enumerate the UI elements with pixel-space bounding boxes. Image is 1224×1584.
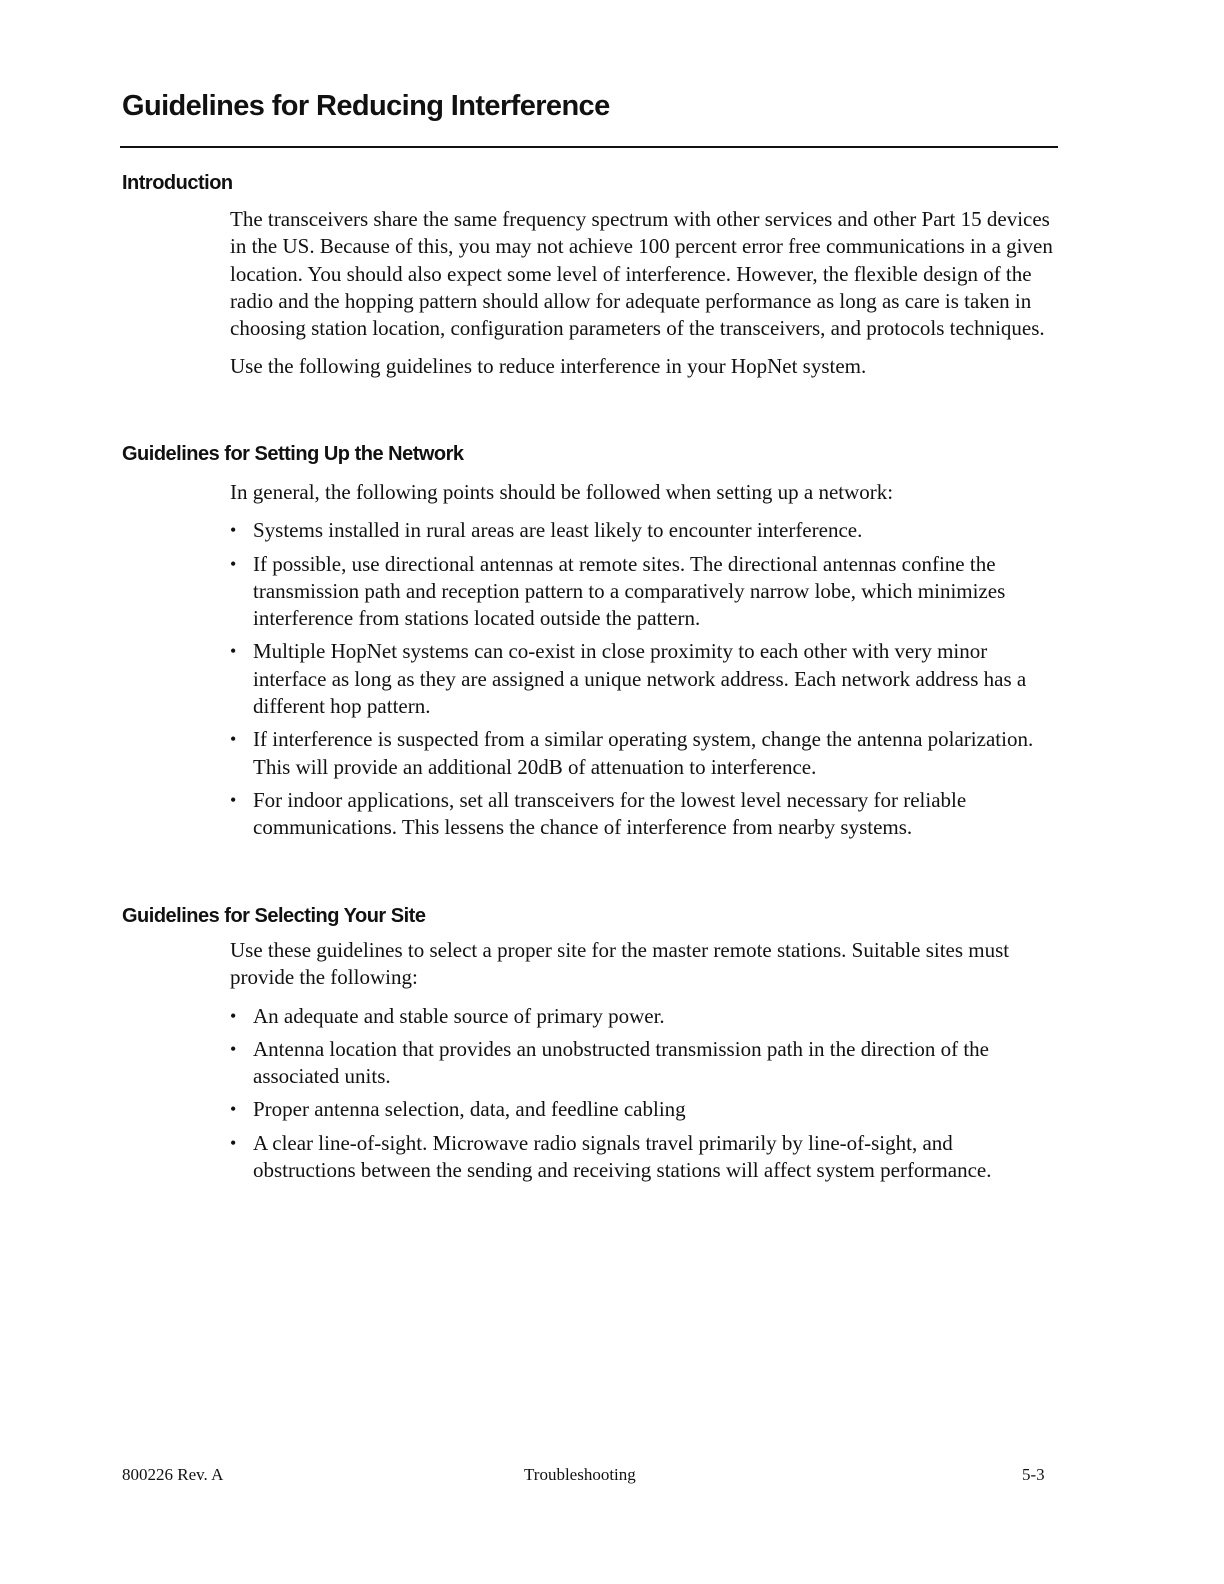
list-item: • Systems installed in rural areas are least likely to encounter interference. xyxy=(230,517,1060,544)
bullet-icon: • xyxy=(230,1005,237,1026)
title-divider xyxy=(120,146,1058,148)
site-bullet-list xyxy=(230,1003,1060,1185)
bullet-icon: • xyxy=(230,641,237,662)
list-item: • If interference is suspected from a similar operating system, change the antenna polarization. This will provide an additional 20dB of attenuation to interference. xyxy=(230,727,1034,779)
list-item: • Multiple HopNet systems can co-exist in close proximity to each other with very minor interface as long as they are assigned a unique network address. Each network address has a different hop pattern. xyxy=(230,639,1027,719)
introduction-paragraph: Use the following guidelines to reduce interference in your HopNet system. xyxy=(230,354,867,379)
network-section xyxy=(230,479,1060,848)
list-item: • An adequate and stable source of primary power. xyxy=(230,1003,1060,1030)
footer-chapter: Troubleshooting xyxy=(524,1465,636,1484)
footer-page-number: 5-3 xyxy=(1022,1465,1045,1484)
page-title: Guidelines for Reducing Interference xyxy=(122,90,610,122)
network-bullet-list xyxy=(230,517,1060,841)
bullet-icon: • xyxy=(230,729,237,750)
network-intro: In general, the following points should be followed when setting up a network: xyxy=(230,480,894,504)
network-heading: Guidelines for Setting Up the Network xyxy=(122,443,464,465)
list-item: • A clear line-of-sight. Microwave radio signals travel primarily by line-of-sight, and obstructions between the sending and receiving stations will affect system performance. xyxy=(230,1130,992,1183)
bullet-icon: • xyxy=(230,520,237,541)
introduction-paragraph: The transceivers share the same frequency spectrum with other services and other Part 15 devices in the US. Because of this, you may not achieve 100 percent error free communications in a given location. You should also expect some level of interference. However, the flexible design of the radio and the hopping pattern should allow for adequate performance as long as care is taken in choosing station location, configuration parameters of the transceivers, and protocols techniques. xyxy=(230,207,1053,341)
site-heading: Guidelines for Selecting Your Site xyxy=(122,905,426,927)
site-intro: Use these guidelines to select a proper site for the master remote stations. Suitable sites must provide the following: xyxy=(230,938,1010,990)
list-item: • Antenna location that provides an unobstructed transmission path in the direction of the associated units. xyxy=(230,1036,989,1089)
bullet-icon: • xyxy=(230,1132,237,1153)
bullet-icon: • xyxy=(230,789,237,810)
bullet-icon: • xyxy=(230,1099,237,1120)
introduction-heading: Introduction xyxy=(122,172,233,194)
footer-document-id: 800226 Rev. A xyxy=(122,1465,224,1484)
list-item: • Proper antenna selection, data, and feedline cabling xyxy=(230,1096,1060,1123)
list-item: • If possible, use directional antennas at remote sites. The directional antennas confine the transmission path and reception pattern to a comparatively narrow lobe, which minimizes interference from stations located outside the pattern. xyxy=(230,551,1006,631)
list-item: • For indoor applications, set all transceivers for the lowest level necessary for reliable communications. This lessens the chance of interference from nearby systems. xyxy=(230,787,967,840)
bullet-icon: • xyxy=(230,553,237,574)
site-section xyxy=(230,937,1060,1190)
introduction-section xyxy=(230,206,1060,392)
bullet-icon: • xyxy=(230,1038,237,1059)
